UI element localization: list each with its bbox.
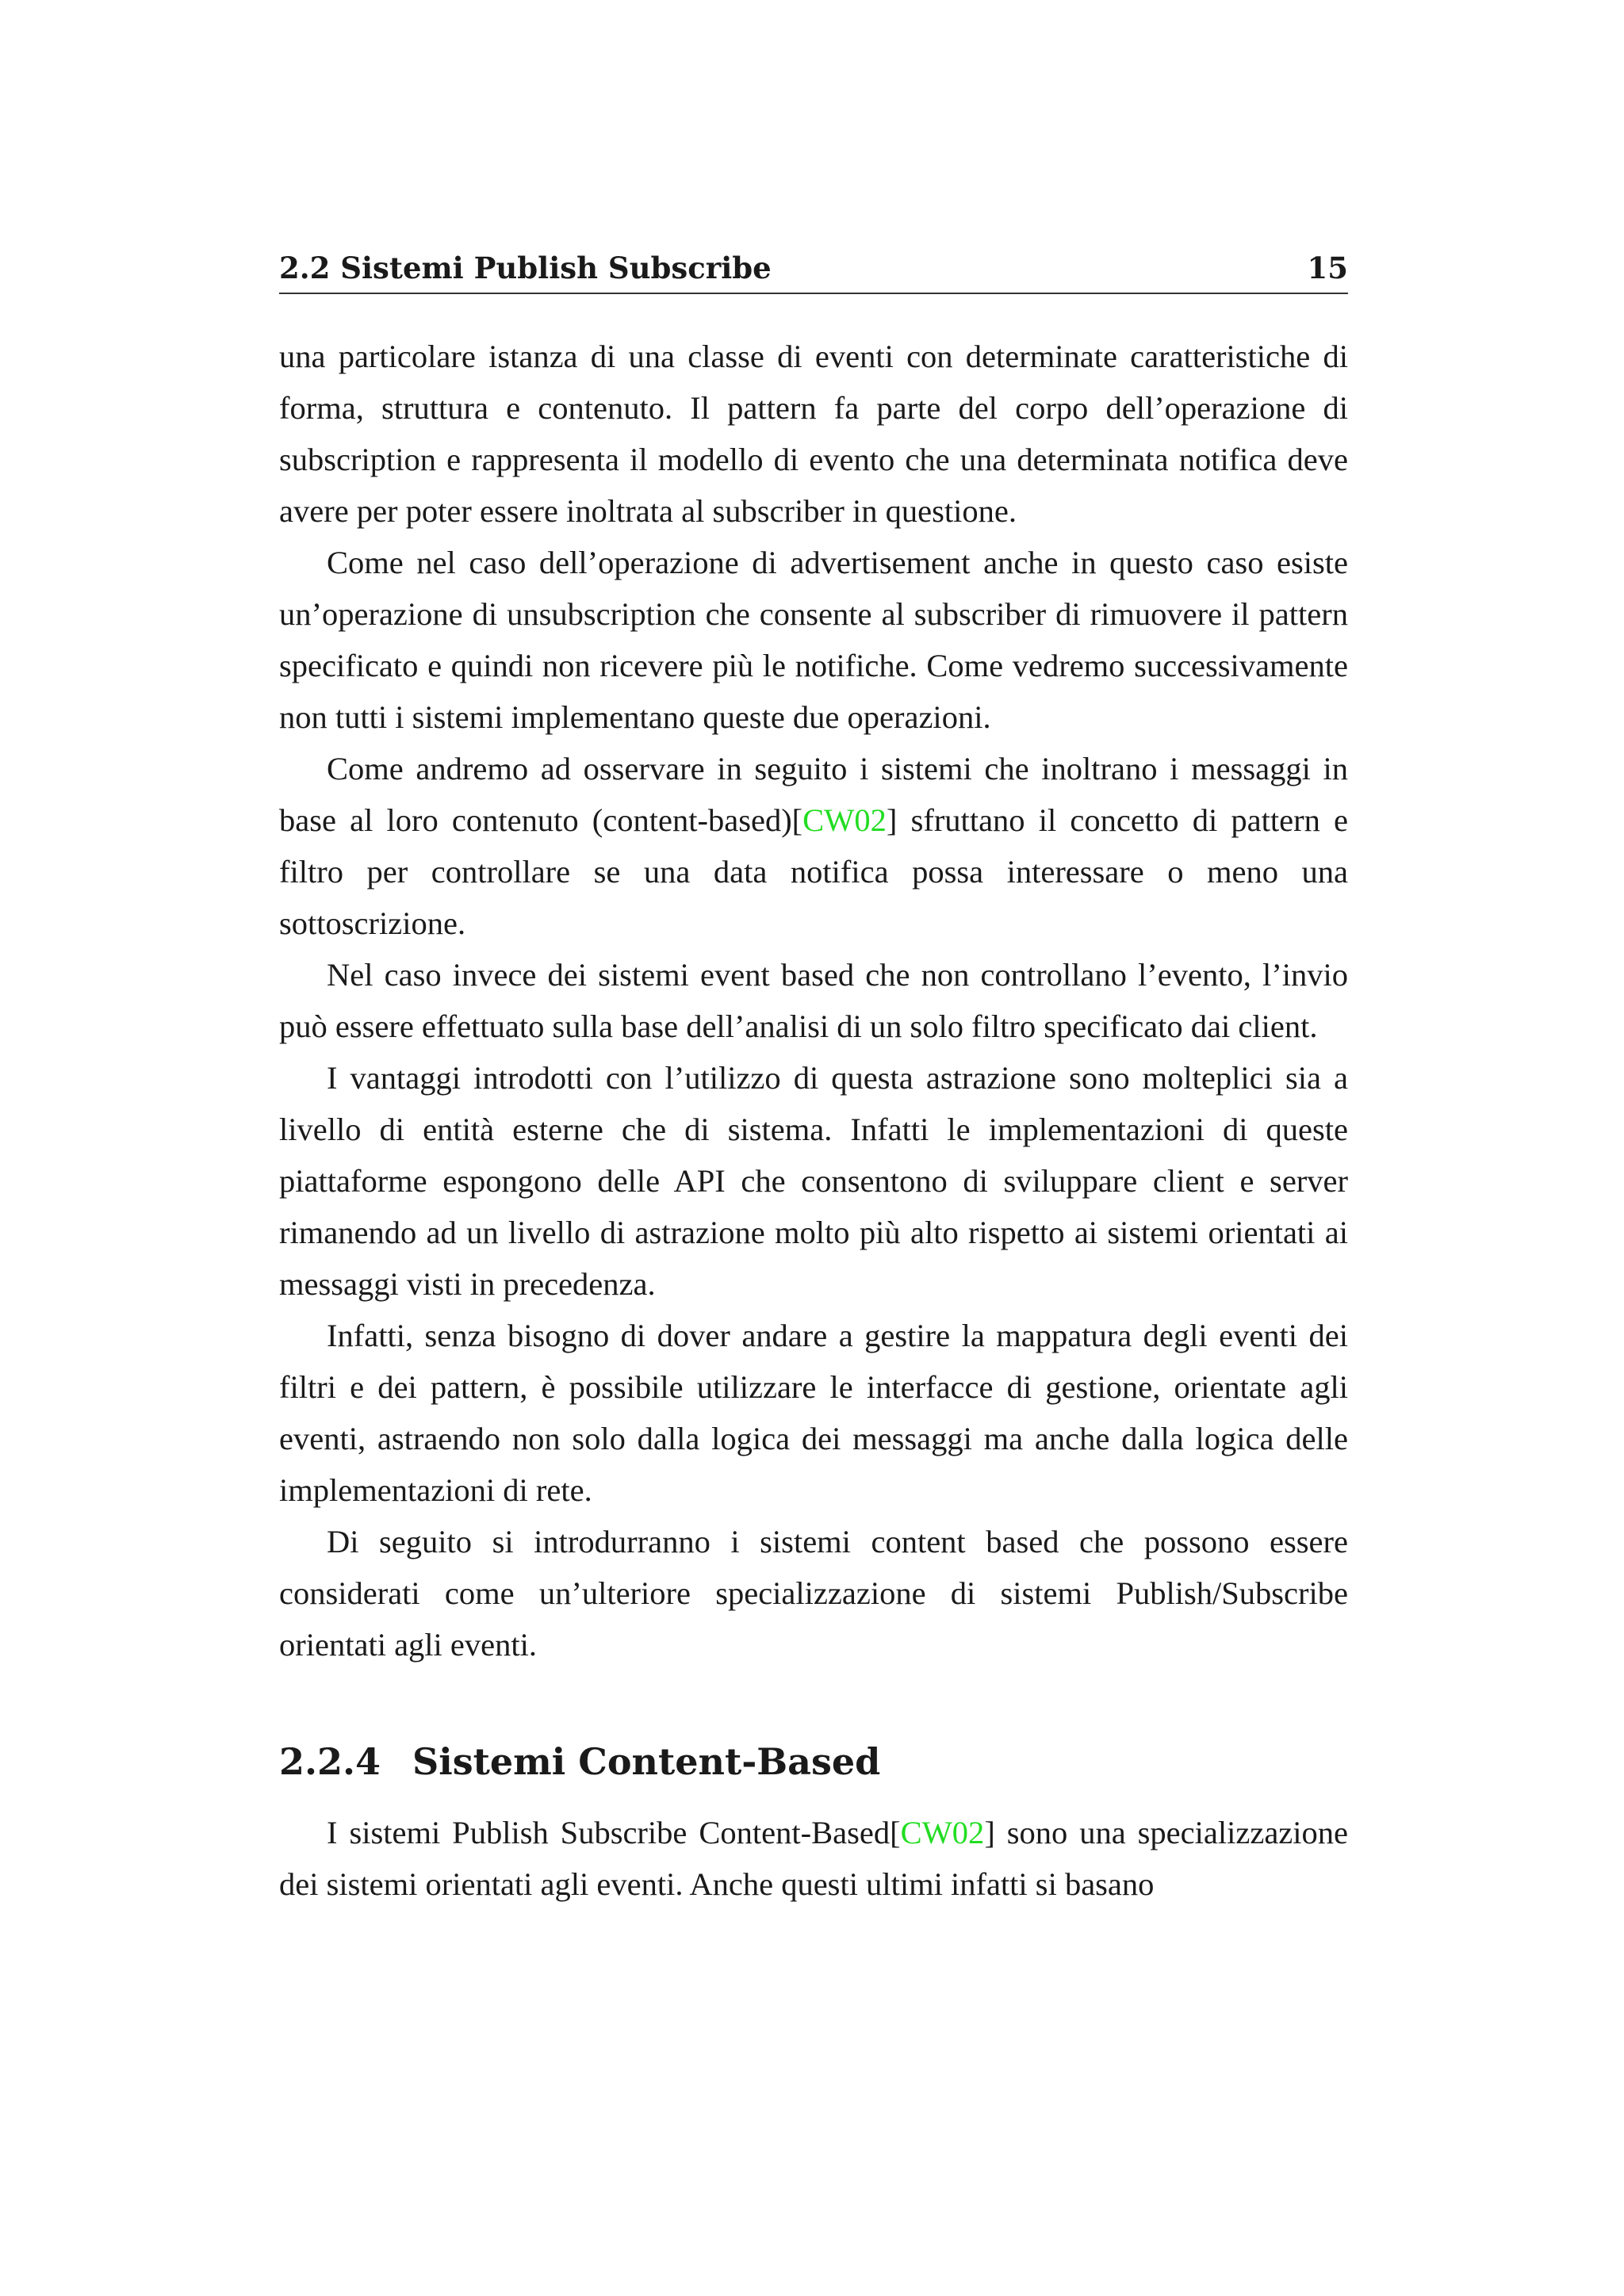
section-number: 2.2.4 xyxy=(279,1740,381,1783)
paragraph-6: Infatti, senza bisogno di dover andare a gestire la mappatura degli eventi dei filtri e dei pattern, è possibile utilizzare le interfacce di gestione, orientate agli eventi, astraendo non solo dalla logica dei messaggi ma anche dalla logica delle implementazioni di rete. xyxy=(279,1318,1348,1508)
citation-link[interactable]: CW02 xyxy=(802,802,887,838)
section-heading xyxy=(279,1740,1348,1783)
citation-link[interactable]: CW02 xyxy=(900,1815,985,1850)
paragraph-3-text-before: Come andremo ad osservare in seguito i sistemi che inoltrano i messaggi in base al loro contenuto (content-based)[ xyxy=(279,751,1348,838)
paragraph-3 xyxy=(279,743,1348,949)
paragraph-5: I vantaggi introdotti con l’utilizzo di questa astrazione sono molteplici sia a livello di entità esterne che di sistema. Infatti le implementazioni di queste piattaforme espongono delle API che consentono di sviluppare client e server rimanendo ad un livello di astrazione molto più alto rispetto ai sistemi orientati ai messaggi visti in precedenza. xyxy=(279,1060,1348,1302)
page-number: 15 xyxy=(1307,251,1348,285)
paragraph-4: Nel caso invece dei sistemi event based che non controllano l’evento, l’invio può essere effettuato sulla base dell’analisi di un solo filtro specificato dai client. xyxy=(279,957,1348,1044)
paragraph-3-text-after: ] sfruttano il concetto di pattern e filtro per controllare se una data notifica possa interessare o meno una sottoscrizione. xyxy=(279,802,1348,941)
document-page xyxy=(279,251,1348,1910)
section-paragraph-1 xyxy=(279,1807,1348,1910)
section-title: Sistemi Content-Based xyxy=(412,1740,881,1783)
section-paragraph-text-after: ] sono una specializzazione dei sistemi orientati agli eventi. Anche questi ultimi infatti si basano xyxy=(279,1815,1348,1902)
header-section-title: 2.2 Sistemi Publish Subscribe xyxy=(279,251,772,285)
paragraph-2: Come nel caso dell’operazione di advertisement anche in questo caso esiste un’operazione di unsubscription che consente al subscriber di rimuovere il pattern specificato e quindi non ricevere più le notifiche. Come vedremo successivamente non tutti i sistemi implementano queste due operazioni. xyxy=(279,545,1348,735)
running-header xyxy=(279,251,1348,294)
section-paragraph-text-before: I sistemi Publish Subscribe Content-Based[ xyxy=(327,1815,901,1850)
body-text xyxy=(279,331,1348,1910)
paragraph-1: una particolare istanza di una classe di eventi con determinate caratteristiche di forma, struttura e contenuto. Il pattern fa parte del corpo dell’operazione di subscription e rappresenta il modello di evento che una determinata notifica deve avere per poter essere inoltrata al subscriber in questione. xyxy=(279,339,1348,529)
paragraph-7: Di seguito si introdurranno i sistemi content based che possono essere considerati come un’ulteriore specializzazione di sistemi Publish/Subscribe orientati agli eventi. xyxy=(279,1524,1348,1663)
